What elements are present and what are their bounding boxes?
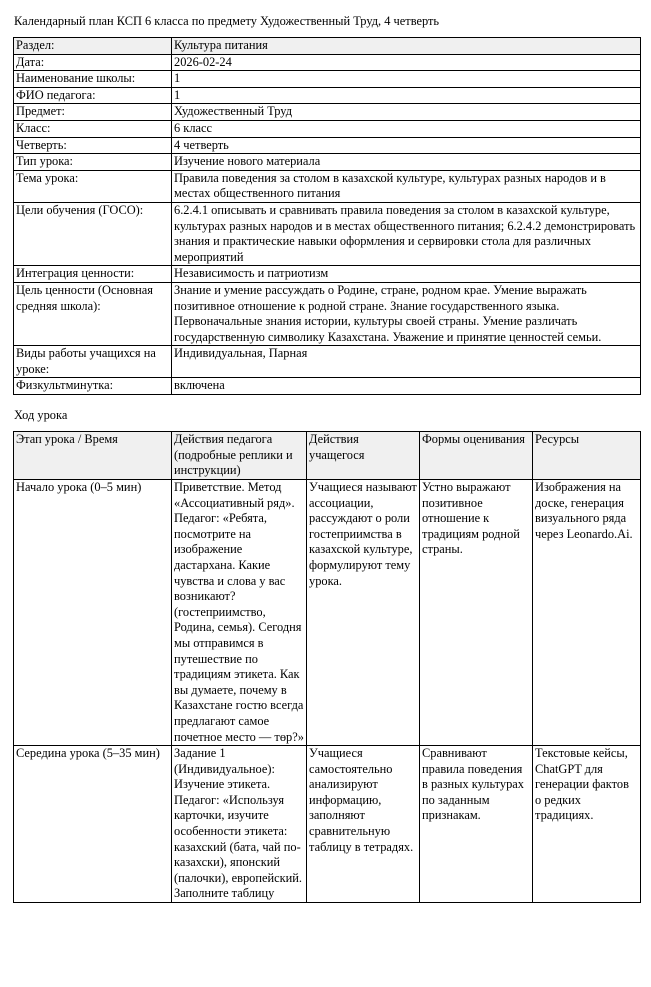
header-student: Действия учащегося (307, 432, 420, 480)
info-row (14, 54, 641, 71)
info-value: 1 (172, 71, 641, 88)
document-title: Календарный план КСП 6 класса по предмету Художественный Труд, 4 четверть (14, 14, 440, 28)
info-row (14, 202, 641, 265)
lesson-student: Учащиеся называют ассоциации, рассуждают о роли гостеприимства в казахской культуре, формулируют тему урока. (307, 480, 420, 746)
lesson-student: Учащиеся самостоятельно анализируют информацию, заполняют сравнительную таблицу в тетрадях. (307, 746, 420, 903)
info-value: включена (172, 378, 641, 395)
lesson-header-row (14, 432, 641, 480)
info-key: Цель ценности (Основная средняя школа): (14, 282, 172, 345)
lesson-row (14, 480, 641, 746)
info-key: Цели обучения (ГОСО): (14, 202, 172, 265)
info-value: Правила поведения за столом в казахской культуре, культурах разных народов и в местах общественного питания (172, 170, 641, 202)
info-value: 6 класс (172, 120, 641, 137)
lesson-resources: Текстовые кейсы, ChatGPT для генерации фактов о редких традициях. (533, 746, 641, 903)
info-value: 2026-02-24 (172, 54, 641, 71)
info-key: ФИО педагога: (14, 87, 172, 104)
info-row (14, 120, 641, 137)
info-row (14, 71, 641, 88)
info-key: Раздел: (14, 38, 172, 55)
info-key: Интеграция ценности: (14, 266, 172, 283)
lesson-row (14, 746, 641, 903)
info-value: 6.2.4.1 описывать и сравнивать правила поведения за столом в казахской культуре, культурах разных народов и в местах общественного питания; 6.2.4.2 демонстрировать знания и практические навыки оформления и сервировки стола для различных мероприятий (172, 202, 641, 265)
info-row (14, 282, 641, 345)
lesson-stage: Начало урока (0–5 мин) (14, 480, 172, 746)
info-key: Тип урока: (14, 154, 172, 171)
lesson-resources: Изображения на доске, генерация визуального ряда через Leonardo.Ai. (533, 480, 641, 746)
info-value: Знание и умение рассуждать о Родине, стране, родном крае. Умение выражать позитивное отношение к родной стране. Знание государственного языка. Первоначальные знания истории, культуры своей страны. Умение различать государственную символику Казахстана. Уважение и принятие ценностей семьи. (172, 282, 641, 345)
lesson-teacher: Приветствие. Метод «Ассоциативный ряд». Педагог: «Ребята, посмотрите на изображение дастархана. Какие чувства и слова у вас возникают? (гостеприимство, Родина, семья). Сегодня мы отправимся в путешествие по традициям этикета. Как вы думаете, почему в Казахстане гостю всегда предлагают самое почетное место — төр?» (172, 480, 307, 746)
info-row (14, 346, 641, 378)
lesson-assessment: Сравнивают правила поведения в разных культурах по заданным признакам. (420, 746, 533, 903)
info-key: Виды работы учащихся на уроке: (14, 346, 172, 378)
info-value: 1 (172, 87, 641, 104)
info-key: Класс: (14, 120, 172, 137)
lesson-assessment: Устно выражают позитивное отношение к традициям родной страны. (420, 480, 533, 746)
info-table (13, 37, 641, 395)
info-row (14, 38, 641, 55)
info-row (14, 87, 641, 104)
info-value: 4 четверть (172, 137, 641, 154)
header-stage: Этап урока / Время (14, 432, 172, 480)
header-teacher: Действия педагога (подробные реплики и инструкции) (172, 432, 307, 480)
info-value: Индивидуальная, Парная (172, 346, 641, 378)
info-row (14, 104, 641, 121)
info-key: Наименование школы: (14, 71, 172, 88)
info-key: Физкультминутка: (14, 378, 172, 395)
lesson-stage: Середина урока (5–35 мин) (14, 746, 172, 903)
lesson-teacher: Задание 1 (Индивидуальное): Изучение этикета. Педагог: «Используя карточки, изучите особенности этикета: казахский (бата, чай по-казахски), японский (палочки), европейский. Заполните таблицу (172, 746, 307, 903)
info-row (14, 266, 641, 283)
info-key: Предмет: (14, 104, 172, 121)
info-value: Независимость и патриотизм (172, 266, 641, 283)
info-key: Четверть: (14, 137, 172, 154)
info-row (14, 154, 641, 171)
info-key: Тема урока: (14, 170, 172, 202)
info-value: Культура питания (172, 38, 641, 55)
header-resources: Ресурсы (533, 432, 641, 480)
info-row (14, 137, 641, 154)
lesson-progress-heading: Ход урока (14, 408, 68, 422)
info-value: Изучение нового материала (172, 154, 641, 171)
info-key: Дата: (14, 54, 172, 71)
lesson-table (13, 431, 641, 903)
info-row (14, 378, 641, 395)
info-row (14, 170, 641, 202)
info-value: Художественный Труд (172, 104, 641, 121)
header-assessment: Формы оценивания (420, 432, 533, 480)
